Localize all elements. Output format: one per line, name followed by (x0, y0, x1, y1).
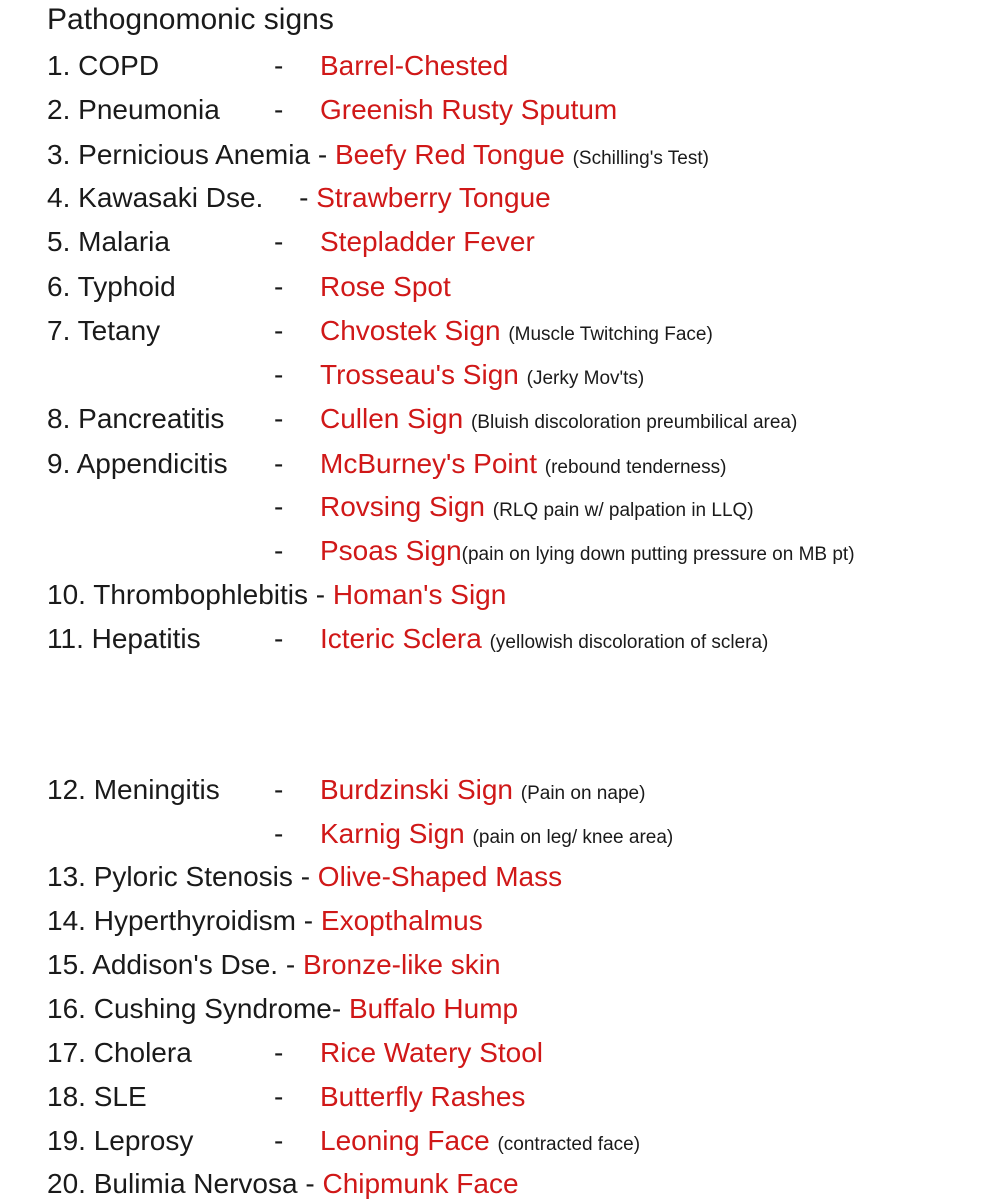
disease-name: SLE (93, 1081, 147, 1112)
sign-note: (Jerky Mov'ts) (526, 368, 645, 389)
disease-name: Addison's Dse. (92, 949, 279, 980)
entry-line (47, 989, 518, 1029)
sign-entry (0, 1033, 1004, 1073)
sign-entry (0, 857, 1004, 897)
entry-number: 16. (47, 993, 86, 1024)
separator-dash: - (331, 993, 342, 1024)
entry-number: 3. (47, 139, 71, 170)
sign-entry (0, 311, 1004, 351)
separator-dash: - (303, 905, 314, 936)
entry-number: 19. (47, 1125, 86, 1156)
entry-sign-group (320, 46, 508, 86)
sign-note: (pain on lying down putting pressure on MB pt) (461, 544, 855, 565)
sign-entry (0, 487, 1004, 527)
sign-entry (0, 135, 1004, 175)
sign-entry (0, 945, 1004, 985)
sign-note: (pain on leg/ knee area) (472, 827, 674, 848)
entry-heading (47, 770, 220, 810)
entry-number: 9. (47, 448, 71, 479)
sign-entry (0, 989, 1004, 1029)
sign-note: (contracted face) (497, 1134, 641, 1155)
pathognomonic-sign: Chvostek Sign (320, 315, 501, 346)
sign-entry (0, 90, 1004, 130)
pathognomonic-sign: Rovsing Sign (320, 491, 485, 522)
disease-name: Cushing Syndrome (93, 993, 332, 1024)
entry-heading (47, 46, 159, 86)
entry-number: 4. (47, 182, 71, 213)
disease-name: Bulimia Nervosa (93, 1168, 298, 1199)
separator-dash: - (305, 1168, 315, 1199)
entry-heading (47, 1033, 192, 1073)
pathognomonic-sign: Psoas Sign (320, 535, 462, 566)
separator-dash: - (317, 139, 328, 170)
pathognomonic-sign: Strawberry Tongue (316, 182, 551, 213)
separator-dash: - (274, 774, 284, 805)
separator-dash: - (274, 226, 284, 257)
disease-name: Hyperthyroidism (93, 905, 296, 936)
disease-name: Leprosy (93, 1125, 194, 1156)
pathognomonic-sign: Icteric Sclera (320, 623, 482, 654)
pathognomonic-sign: McBurney's Point (320, 448, 537, 479)
entry-heading (47, 1077, 147, 1117)
separator-dash: - (274, 448, 284, 479)
entry-sign-group (320, 487, 754, 531)
entry-number: 5. (47, 226, 71, 257)
sign-entry (0, 267, 1004, 307)
sign-entry (0, 178, 1004, 218)
entry-sign-group (320, 1077, 525, 1117)
pathognomonic-sign: Greenish Rusty Sputum (320, 94, 618, 125)
pathognomonic-sign: Exopthalmus (320, 905, 483, 936)
entry-sign-group (320, 355, 644, 399)
entry-number: 1. (47, 50, 71, 81)
entry-sign-group (320, 1121, 640, 1165)
disease-name: Typhoid (77, 271, 176, 302)
disease-name: Meningitis (93, 774, 220, 805)
disease-name: Appendicitis (76, 448, 228, 479)
disease-name: Pyloric Stenosis (93, 861, 293, 892)
sign-entry (0, 222, 1004, 262)
entry-number: 18. (47, 1081, 86, 1112)
separator-dash: - (274, 818, 284, 849)
sign-entry (0, 1121, 1004, 1161)
pathognomonic-sign: Leoning Face (320, 1125, 490, 1156)
sign-note: (yellowish discoloration of sclera) (489, 632, 769, 653)
separator-dash: - (274, 403, 284, 434)
separator-dash: - (274, 359, 284, 390)
disease-name: Kawasaki Dse. (78, 182, 264, 213)
separator-dash: - (274, 271, 284, 302)
separator-dash: - (299, 182, 309, 213)
sign-entry (0, 619, 1004, 659)
sign-entry (0, 575, 1004, 615)
entry-number: 15. (47, 949, 86, 980)
separator-dash: - (274, 315, 284, 346)
entry-number: 20. (47, 1168, 86, 1199)
separator-dash: - (274, 1037, 284, 1068)
entry-sign-group (320, 770, 645, 814)
sign-entry (0, 399, 1004, 439)
entry-number: 2. (47, 94, 71, 125)
entry-line (47, 178, 551, 218)
entry-sign-group (320, 444, 726, 488)
disease-name: Pernicious Anemia (78, 139, 311, 170)
pathognomonic-sign: Trosseau's Sign (320, 359, 519, 390)
disease-name: Hepatitis (91, 623, 201, 654)
sign-note: (Bluish discoloration preumbilical area) (470, 412, 798, 433)
entry-sign-group (320, 619, 768, 663)
sign-entry (0, 770, 1004, 810)
separator-dash: - (274, 1125, 284, 1156)
separator-dash: - (315, 579, 326, 610)
separator-dash: - (285, 949, 296, 980)
entry-sign-group (320, 90, 617, 130)
separator-dash: - (274, 94, 284, 125)
entry-heading (47, 311, 160, 351)
pathognomonic-sign: Buffalo Hump (348, 993, 519, 1024)
entry-sign-group (320, 399, 797, 443)
entry-line (47, 575, 506, 615)
entry-number: 10. (47, 579, 86, 610)
entry-line (47, 1164, 519, 1204)
disease-name: Pneumonia (78, 94, 220, 125)
entry-number: 14. (47, 905, 86, 936)
separator-dash: - (300, 861, 311, 892)
entry-number: 13. (47, 861, 86, 892)
separator-dash: - (274, 491, 284, 522)
entry-heading (47, 90, 220, 130)
separator-dash: - (274, 50, 284, 81)
entry-heading (47, 399, 224, 439)
disease-name: Thrombophlebitis (93, 579, 308, 610)
entry-number: 6. (47, 271, 71, 302)
entry-heading (47, 619, 201, 659)
pathognomonic-sign: Karnig Sign (320, 818, 465, 849)
entry-heading (47, 222, 170, 262)
entry-sign-group (320, 222, 535, 262)
entry-heading (47, 1121, 193, 1161)
entry-number: 17. (47, 1037, 86, 1068)
sign-entry (0, 814, 1004, 854)
sign-note: (RLQ pain w/ palpation in LLQ) (492, 500, 754, 521)
entry-number: 12. (47, 774, 86, 805)
pathognomonic-sign: Cullen Sign (320, 403, 464, 434)
sign-entry (0, 901, 1004, 941)
entry-sign-group (320, 311, 713, 355)
entry-line (47, 901, 483, 941)
entry-line (47, 857, 562, 897)
entry-heading (47, 444, 228, 484)
entry-sign-group (320, 1033, 543, 1073)
disease-name: Tetany (77, 315, 161, 346)
separator-dash: - (274, 1081, 284, 1112)
pathognomonic-sign: Bronze-like skin (302, 949, 501, 980)
entry-line (47, 135, 709, 179)
pathognomonic-sign: Beefy Red Tongue (334, 139, 565, 170)
entry-number: 7. (47, 315, 71, 346)
separator-dash: - (274, 535, 284, 566)
pathognomonic-sign: Burdzinski Sign (320, 774, 513, 805)
sign-entry (0, 1164, 1004, 1204)
sign-entry (0, 1077, 1004, 1117)
pathognomonic-sign: Butterfly Rashes (320, 1081, 526, 1112)
disease-name: Pancreatitis (78, 403, 225, 434)
entry-sign-group (320, 267, 451, 307)
pathognomonic-sign: Barrel-Chested (320, 50, 509, 81)
sign-note: (Muscle Twitching Face) (508, 324, 713, 345)
entry-line (47, 945, 501, 985)
pathognomonic-sign: Rose Spot (320, 271, 451, 302)
sign-entry (0, 46, 1004, 86)
pathognomonic-sign: Chipmunk Face (322, 1168, 519, 1199)
sign-entry (0, 531, 1004, 571)
entry-heading (47, 267, 176, 307)
pathognomonic-sign: Stepladder Fever (320, 226, 535, 257)
entry-sign-group (320, 531, 855, 575)
disease-name: Cholera (93, 1037, 192, 1068)
entry-number: 8. (47, 403, 71, 434)
sign-note: (Schilling's Test) (572, 148, 709, 169)
sign-note: (Pain on nape) (520, 783, 646, 804)
entry-sign-group (320, 814, 673, 858)
sign-entry (0, 355, 1004, 395)
sign-note: (rebound tenderness) (544, 457, 727, 478)
disease-name: COPD (78, 50, 160, 81)
pathognomonic-sign: Olive-Shaped Mass (317, 861, 563, 892)
page-title: Pathognomonic signs (47, 3, 334, 36)
pathognomonic-sign: Homan's Sign (332, 579, 507, 610)
sign-entry (0, 444, 1004, 484)
disease-name: Malaria (78, 226, 170, 257)
separator-dash: - (274, 623, 284, 654)
pathognomonic-sign: Rice Watery Stool (320, 1037, 544, 1068)
entry-number: 11. (47, 623, 84, 654)
